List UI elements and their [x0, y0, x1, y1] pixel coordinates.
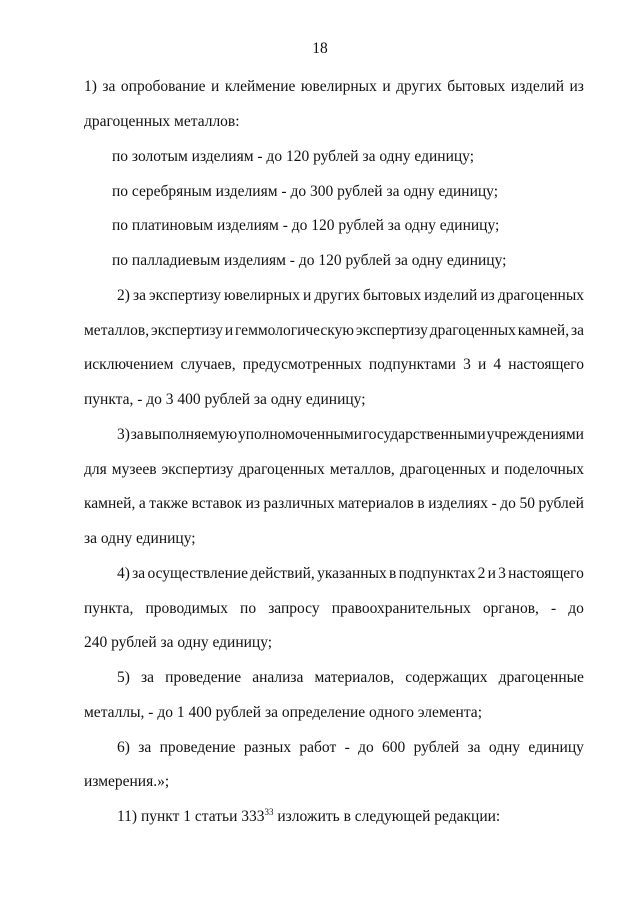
word: и	[382, 78, 391, 95]
word: из	[480, 287, 495, 304]
word: исключением	[84, 356, 174, 373]
word: работ	[299, 739, 337, 756]
word: рублей	[538, 495, 584, 512]
word: различных	[263, 495, 335, 512]
item3-line2	[84, 461, 584, 479]
word: других	[396, 78, 442, 95]
word: и	[487, 565, 496, 582]
word: -	[491, 495, 497, 512]
word: проводимых	[145, 600, 228, 617]
word: 2	[477, 565, 486, 582]
word: бытовых	[362, 287, 422, 304]
word: для	[84, 461, 107, 478]
word: за	[102, 78, 116, 95]
word: драгоценные	[498, 669, 584, 686]
word: опробование	[120, 78, 206, 95]
word: -	[344, 739, 350, 756]
item11-line	[117, 808, 500, 826]
item11-text: 11) пункт 1 статьи 333	[117, 808, 265, 825]
word: ювелирных	[300, 78, 377, 95]
word: из	[569, 78, 584, 95]
item4-line2	[84, 600, 584, 618]
word: 4)	[117, 565, 130, 582]
word: разных	[243, 739, 292, 756]
word: и	[224, 322, 234, 339]
item11-text-end: изложить в следующей редакции:	[273, 808, 501, 825]
word: материалов	[338, 495, 414, 512]
word: драгоценных	[429, 322, 516, 339]
item4-line3: 240 рублей за одну единицу;	[84, 634, 273, 651]
word: пункта,	[84, 600, 134, 617]
word: в	[389, 565, 397, 582]
item4-line1	[117, 565, 584, 583]
word: уполномоченными	[238, 426, 363, 443]
item1-gold: по золотым изделиям - до 120 рублей за одну единицу;	[112, 148, 475, 165]
word: 3	[463, 356, 471, 373]
word: проведение	[165, 669, 242, 686]
word: предусмотренных	[242, 356, 362, 373]
word: ювелирных	[224, 287, 300, 304]
word: изделий	[510, 78, 565, 95]
word: рублей	[413, 739, 460, 756]
word: органов,	[482, 600, 539, 617]
word: учреждениями	[486, 426, 584, 443]
word: материалов,	[314, 669, 395, 686]
item6-line2: измерения.»;	[84, 773, 170, 790]
word: за	[570, 322, 584, 339]
item6-line1	[117, 739, 584, 757]
word: геммологическую	[235, 322, 354, 339]
item1-platinum: по платиновым изделиям - до 120 рублей за одну единицу;	[112, 217, 500, 234]
word: настоящего	[508, 356, 584, 373]
word: изделиях	[428, 495, 489, 512]
word: содержащих	[405, 669, 488, 686]
word: за	[138, 739, 152, 756]
word: 2)	[117, 287, 130, 304]
item3-line4: за одну единицу;	[84, 530, 196, 547]
word: за	[132, 287, 146, 304]
item2-line3	[84, 356, 584, 374]
word: за	[130, 426, 144, 443]
article-superscript: 33	[264, 807, 274, 817]
word: до	[358, 739, 374, 756]
word: и	[490, 461, 500, 478]
word: других	[314, 287, 360, 304]
item1-line2: драгоценных металлов:	[84, 113, 240, 130]
word: анализа	[252, 669, 304, 686]
word: драгоценных	[497, 287, 584, 304]
word: драгоценных	[399, 461, 486, 478]
word: также	[149, 495, 189, 512]
word: экспертизу	[161, 461, 234, 478]
item5-line1	[117, 669, 584, 687]
word: экспертизу	[150, 322, 223, 339]
word: экспертизу	[355, 322, 428, 339]
word: камней,	[517, 322, 570, 339]
word: а	[138, 495, 146, 512]
item2-line2	[84, 322, 584, 340]
word: указанных	[317, 565, 387, 582]
word: металлов,	[329, 461, 395, 478]
word: за	[467, 739, 481, 756]
word: осуществление	[147, 565, 249, 582]
word: из	[245, 495, 260, 512]
word: запросу	[268, 600, 320, 617]
word: государственными	[362, 426, 486, 443]
word: экспертизу	[149, 287, 222, 304]
item5-line2: металлы, - до 1 400 рублей за определение одного элемента;	[84, 704, 482, 721]
word: 6)	[117, 739, 130, 756]
word: и	[477, 356, 487, 373]
item2-line1	[117, 287, 584, 305]
word: металлов,	[84, 322, 150, 339]
word: клеймение	[224, 78, 296, 95]
word: случаев,	[180, 356, 236, 373]
word: до	[500, 495, 516, 512]
item2-line4: пункта, - до 3 400 рублей за одну единицу;	[84, 391, 366, 408]
word: выполняемую	[144, 426, 238, 443]
word: -	[551, 600, 557, 617]
item1-palladium: по палладиевым изделиям - до 120 рублей за одну единицу;	[112, 252, 507, 269]
word: 4	[493, 356, 502, 373]
page-number: 18	[312, 40, 328, 57]
word: 50	[519, 495, 535, 512]
word: 1)	[84, 78, 97, 95]
word: за	[141, 669, 155, 686]
word: подпунктами	[368, 356, 456, 373]
word: действий,	[250, 565, 315, 582]
item3-line1	[117, 426, 584, 444]
word: бытовых	[447, 78, 506, 95]
word: поделочных	[504, 461, 584, 478]
word: и	[303, 287, 312, 304]
word: по	[240, 600, 257, 617]
word: до	[568, 600, 584, 617]
word: за	[132, 565, 146, 582]
word: музеев	[111, 461, 157, 478]
word: и	[211, 78, 220, 95]
word: в	[417, 495, 425, 512]
item1-silver: по серебряным изделиям - до 300 рублей за одну единицу;	[112, 183, 499, 200]
word: 5)	[117, 669, 130, 686]
word: единицу	[528, 739, 584, 756]
word: правоохранительных	[331, 600, 471, 617]
word: драгоценных	[238, 461, 325, 478]
word: 3	[498, 565, 506, 582]
word: подпунктах	[398, 565, 476, 582]
word: вставок	[191, 495, 243, 512]
word: изделий	[424, 287, 478, 304]
word: 600	[382, 739, 406, 756]
word: настоящего	[508, 565, 584, 582]
word: одну	[488, 739, 521, 756]
item1-line1	[84, 78, 584, 96]
word: 3)	[117, 426, 130, 443]
word: проведение	[159, 739, 236, 756]
item3-line3	[84, 495, 584, 513]
word: камней,	[84, 495, 136, 512]
